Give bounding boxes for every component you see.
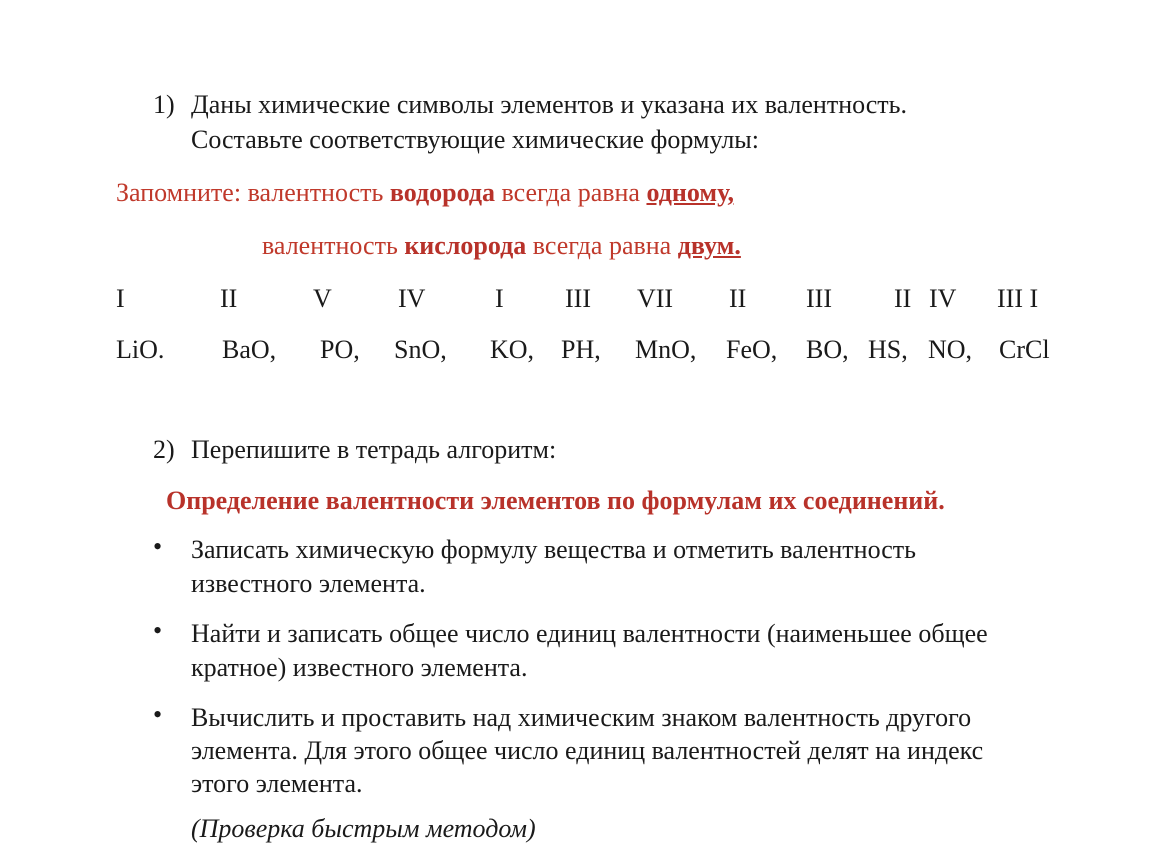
formula-1: BaO, <box>222 335 277 364</box>
always-equals: всегда равна <box>501 178 640 207</box>
valency-3: IV <box>398 284 426 313</box>
bullet-2-line2: кратное) известного элемента. <box>191 653 528 682</box>
remember-line-oxygen <box>262 229 741 263</box>
bullet-3-line1: Вычислить и проставить над химическим знаком валентность другого <box>191 703 972 732</box>
valency-word: валентность <box>247 178 384 207</box>
bullet-1-line1: Записать химическую формулу вещества и отметить валентность <box>191 535 916 564</box>
formula-9: HS, <box>868 335 908 364</box>
bullet-2-line1: Найти и записать общее число единиц валентности (наименьшее общее <box>191 619 988 648</box>
formula-5: PH, <box>561 335 601 364</box>
formula-3: SnO, <box>394 335 447 364</box>
valency-5: III <box>565 284 591 313</box>
remember-line-hydrogen <box>116 176 734 210</box>
one-word: одному, <box>646 178 734 207</box>
hydrogen-word: водорода <box>389 178 496 207</box>
task1-number: 1) <box>153 90 175 119</box>
task1-line2: Составьте соответствующие химические формулы: <box>191 125 759 154</box>
bullet-dot-1: • <box>153 532 163 561</box>
valency-8: III <box>806 284 832 313</box>
two-word: двум. <box>677 231 741 260</box>
valency-word-2: валентность <box>262 231 398 260</box>
formula-11: CrCl <box>999 335 1050 364</box>
formula-10: NO, <box>928 335 973 364</box>
bullet-1-line2: известного элемента. <box>191 569 426 598</box>
task2-number: 2) <box>153 435 175 464</box>
formula-8: BO, <box>806 335 849 364</box>
always-equals-2: всегда равна <box>532 231 672 260</box>
valency-7: II <box>729 284 747 313</box>
task2-line: Перепишите в тетрадь алгоритм: <box>191 435 557 464</box>
valency-2: V <box>313 284 332 313</box>
valency-10: IV <box>929 284 957 313</box>
valency-4: I <box>495 284 504 313</box>
bullet-dot-2: • <box>153 616 163 645</box>
remember-prefix: Запомните: <box>116 178 242 207</box>
bullet-dot-3: • <box>153 700 163 729</box>
formula-7: FeO, <box>726 335 778 364</box>
algorithm-heading: Определение валентности элементов по формулам их соединений. <box>166 486 945 515</box>
valency-0: I <box>116 284 125 313</box>
formula-4: KO, <box>490 335 535 364</box>
valency-9: II <box>894 284 912 313</box>
bullet-3-line3: этого элемента. <box>191 769 363 798</box>
bullet-3-line2: элемента. Для этого общее число единиц валентностей делят на индекс <box>191 736 984 765</box>
valency-11: III I <box>997 284 1039 313</box>
task1-line1: Даны химические символы элементов и указана их валентность. <box>191 90 908 119</box>
formula-0: LiO. <box>116 335 165 364</box>
formula-2: PO, <box>320 335 360 364</box>
formula-6: MnO, <box>635 335 697 364</box>
oxygen-word: кислорода <box>404 231 527 260</box>
valency-6: VII <box>637 284 674 313</box>
valency-1: II <box>220 284 238 313</box>
cut-off-line: (Проверка быстрым методом) <box>191 814 536 843</box>
